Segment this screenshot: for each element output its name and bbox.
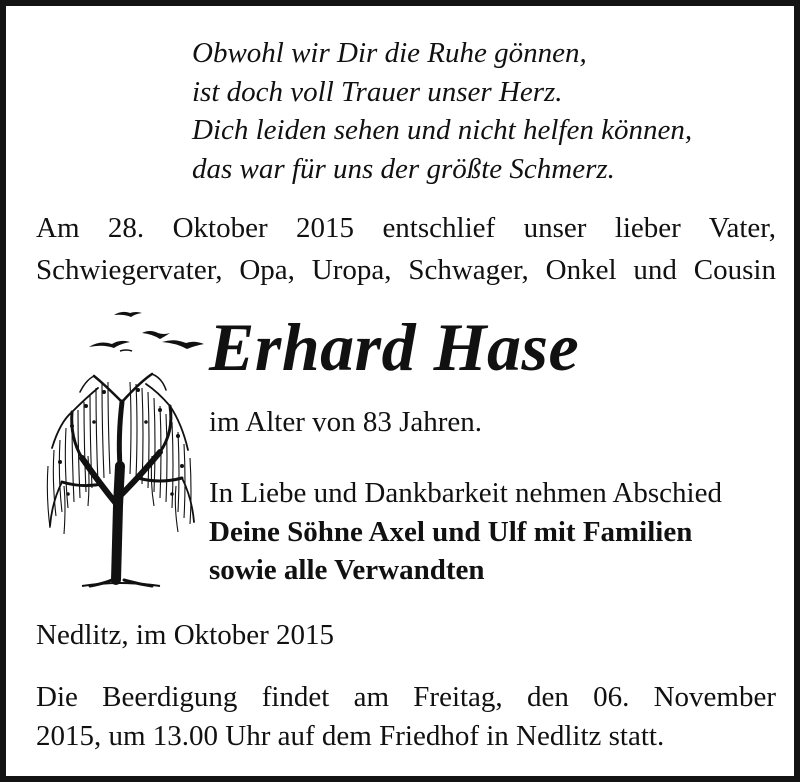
mourners-line: sowie alle Verwandten	[209, 554, 485, 586]
poem	[192, 34, 692, 188]
mourners-line: Deine Söhne Axel und Ulf mit Familien	[209, 515, 693, 548]
death-announcement	[36, 207, 776, 291]
place-date: Nedlitz, im Oktober 2015	[36, 619, 335, 651]
farewell-line: In Liebe und Dankbarkeit nehmen Abschied	[209, 477, 722, 509]
poem-line: Dich leiden sehen und nicht helfen können,	[192, 114, 693, 146]
birds-icon	[86, 306, 206, 361]
announcement-line: Am 28. Oktober 2015 entschlief unser lieber Vater,	[36, 212, 776, 244]
age-text: im Alter von 83 Jahren.	[209, 406, 483, 438]
tree-icon	[42, 366, 200, 590]
poem-line: ist doch voll Trauer unser Herz.	[192, 75, 563, 108]
mourners	[209, 474, 722, 590]
funeral-line: 2015, um 13.00 Uhr auf dem Friedhof in Nedlitz statt.	[36, 719, 665, 752]
poem-line: Obwohl wir Dir die Ruhe gönnen,	[192, 37, 587, 69]
deceased-name: Erhard Hase	[209, 309, 580, 385]
funeral-info	[36, 678, 776, 755]
announcement-line: Schwiegervater, Opa, Uropa, Schwager, Onkel und Cousin	[36, 254, 776, 286]
poem-line: das war für uns der größte Schmerz.	[192, 152, 615, 185]
funeral-line: Die Beerdigung findet am Freitag, den 06. November	[36, 681, 776, 713]
